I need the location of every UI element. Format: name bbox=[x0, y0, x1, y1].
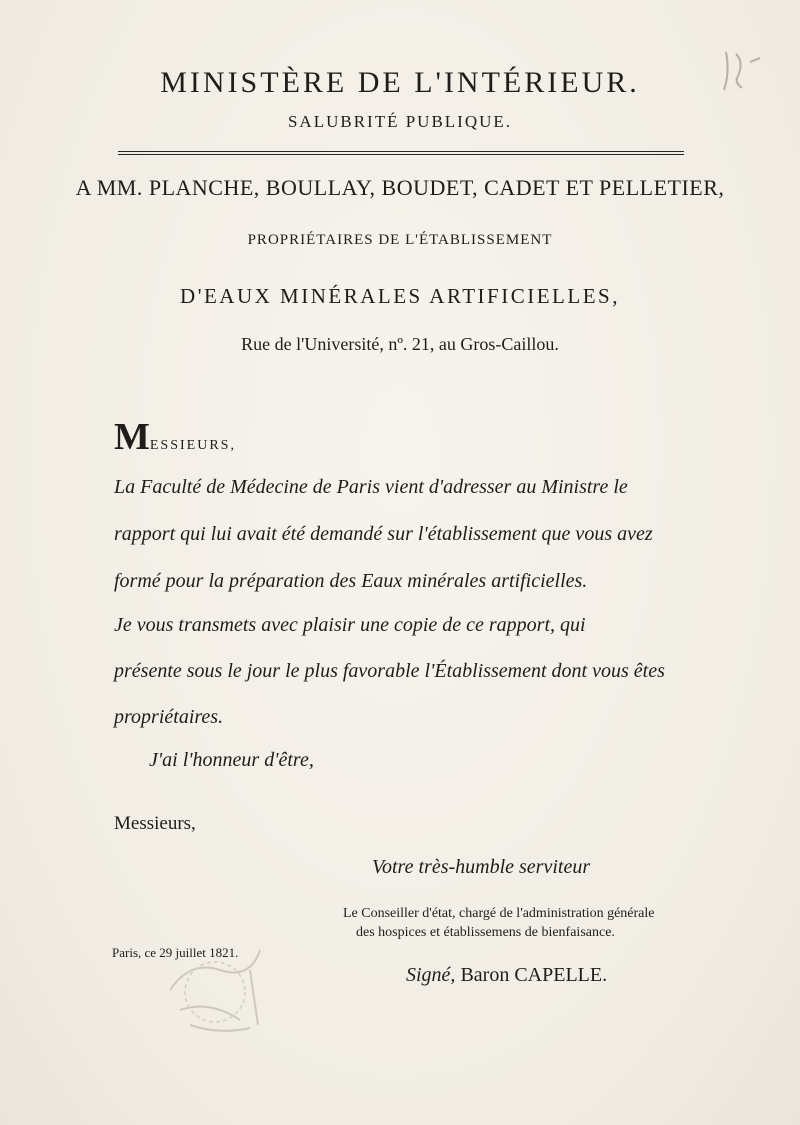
closing-honneur: J'ai l'honneur d'être, bbox=[149, 749, 314, 771]
document-date: Paris, ce 29 juillet 1821. bbox=[112, 945, 239, 960]
signature-signe: Signé, bbox=[406, 964, 456, 986]
salutation-initial: M bbox=[114, 416, 150, 458]
body-line-4: Je vous transmets avec plaisir une copie de ce rapport, qui bbox=[114, 614, 586, 636]
faded-stamp-icon bbox=[150, 930, 280, 1040]
signature-line bbox=[406, 964, 607, 987]
salutation-rest: ESSIEURS, bbox=[149, 438, 236, 453]
closing-messieurs: Messieurs, bbox=[114, 813, 196, 834]
body-line-6: propriétaires. bbox=[114, 706, 224, 728]
signatory-title-line-1: Le Conseiller d'état, chargé de l'administration générale bbox=[343, 906, 655, 921]
addressee-names: A MM. PLANCHE, BOULLAY, BOUDET, CADET ET PELLETIER, bbox=[75, 175, 725, 200]
establishment-name: D'EAUX MINÉRALES ARTIFICIELLES, bbox=[180, 284, 620, 308]
department-heading: SALUBRITÉ PUBLIQUE. bbox=[287, 112, 513, 131]
ministry-heading: MINISTÈRE DE L'INTÉRIEUR. bbox=[160, 66, 640, 99]
salutation bbox=[114, 418, 236, 456]
body-line-1: La Faculté de Médecine de Paris vient d'adresser au Ministre le bbox=[114, 476, 628, 498]
body-line-2: rapport qui lui avait été demandé sur l'établissement que vous avez bbox=[114, 523, 653, 545]
body-line-3: formé pour la préparation des Eaux minérales artificielles. bbox=[114, 570, 588, 592]
closing-serviteur: Votre très-humble serviteur bbox=[372, 856, 591, 878]
addressee-role: PROPRIÉTAIRES DE L'ÉTABLISSEMENT bbox=[247, 232, 553, 248]
establishment-address: Rue de l'Université, nº. 21, au Gros-Caillou. bbox=[241, 334, 559, 354]
body-line-5: présente sous le jour le plus favorable l'Établissement dont vous êtes bbox=[114, 660, 665, 682]
signature-name: Baron CAPELLE. bbox=[460, 964, 608, 986]
header-divider bbox=[118, 151, 684, 155]
signatory-title-line-2: des hospices et établissemens de bienfaisance. bbox=[356, 925, 615, 940]
